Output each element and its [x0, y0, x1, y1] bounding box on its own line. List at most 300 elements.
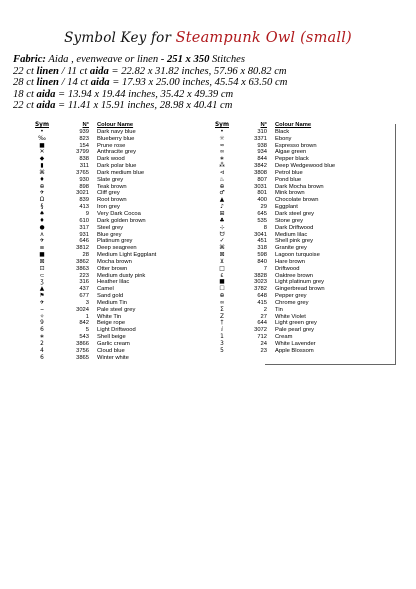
row-symbol: • — [220, 128, 224, 135]
table-row — [212, 218, 385, 225]
table-row — [33, 211, 197, 218]
row-colour-name: Lagoon turquoise — [275, 252, 320, 259]
row-colour-name: Sand gold — [97, 293, 124, 300]
row-colour-name: Dark wood — [97, 156, 125, 163]
row-number: 839 — [79, 197, 89, 204]
row-number: 413 — [79, 204, 89, 211]
row-colour-name: Dark medium blue — [97, 169, 145, 176]
table-row — [33, 334, 197, 341]
row-colour-name: Medium dusty pink — [97, 272, 146, 279]
row-colour-name: Pale steel grey — [97, 306, 136, 313]
row-number: 3371 — [254, 135, 267, 142]
row-symbol: ⊂ — [39, 272, 45, 279]
table-row — [212, 163, 385, 170]
row-symbol: 2 — [40, 341, 44, 347]
row-number: 3 — [85, 299, 89, 306]
row-number: 3863 — [76, 265, 89, 272]
table-row — [33, 177, 197, 184]
table-row — [33, 320, 197, 327]
row-number: 712 — [257, 334, 267, 341]
row-colour-name: Medium lilac — [275, 231, 308, 238]
row-number: 316 — [79, 279, 89, 286]
row-symbol: Σ — [220, 306, 224, 313]
symbol-table-left — [33, 122, 197, 362]
table-row — [212, 136, 385, 143]
table-row — [212, 177, 385, 184]
row-colour-name: Dark polar blue — [97, 163, 137, 170]
row-number: 1 — [85, 313, 89, 320]
table-row — [212, 259, 385, 266]
row-symbol: ⊞ — [219, 210, 225, 217]
size-text: 18 ct — [13, 88, 37, 100]
row-number: 931 — [79, 231, 89, 238]
row-colour-name: Light platinum grey — [275, 279, 324, 286]
row-symbol: 3 — [220, 341, 224, 347]
row-symbol: ⌣ — [40, 306, 44, 313]
row-number: 3865 — [76, 354, 89, 361]
row-number: 801 — [257, 190, 267, 197]
table-row — [212, 232, 385, 239]
row-number: 3862 — [76, 258, 89, 265]
header-sym: Sym — [215, 122, 229, 128]
table-row — [212, 143, 385, 150]
row-colour-name: Winter white — [97, 354, 129, 361]
table-row — [33, 293, 197, 300]
table-row — [212, 149, 385, 156]
row-symbol: ⌘ — [219, 245, 225, 252]
row-colour-name: Pepper grey — [275, 293, 307, 300]
row-colour-name: Shell pink grey — [275, 238, 314, 245]
row-colour-name: Light green grey — [275, 320, 317, 327]
row-number: 646 — [79, 238, 89, 245]
row-colour-name: Mink brown — [275, 190, 305, 197]
row-colour-name: Algae green — [275, 149, 307, 156]
table-row — [33, 184, 197, 191]
table-row — [33, 190, 197, 197]
row-symbol: • — [40, 128, 44, 135]
row-symbol: ♦ — [39, 217, 45, 224]
row-colour-name: White Violet — [275, 313, 306, 320]
row-symbol: ✈ — [39, 238, 45, 245]
row-colour-name: Camel — [97, 286, 114, 293]
row-colour-name: Prune rose — [97, 142, 126, 149]
table-header — [33, 122, 197, 129]
row-symbol: ♣ — [219, 217, 225, 224]
table-row — [33, 245, 197, 252]
table-row — [212, 266, 385, 273]
row-number: 28 — [82, 252, 89, 259]
row-number: 3866 — [76, 341, 89, 347]
row-symbol: Z — [220, 313, 224, 320]
size-bold: aida — [36, 100, 56, 112]
table-row — [33, 355, 197, 362]
row-colour-name: Eggplant — [275, 204, 298, 211]
row-symbol: ✧ — [39, 313, 45, 320]
row-number: 3041 — [254, 231, 267, 238]
row-number: 3756 — [76, 347, 89, 354]
row-number: 223 — [79, 272, 89, 279]
row-symbol: ⊕ — [219, 183, 225, 190]
row-number: 677 — [79, 293, 89, 300]
row-colour-name: Slate grey — [97, 176, 124, 183]
stitch-count: 251 x 350 — [166, 54, 210, 65]
row-symbol: ● — [39, 224, 45, 231]
row-symbol: ⌘ — [39, 169, 45, 176]
row-symbol: ♂ — [219, 190, 225, 197]
size-bold: aida — [90, 77, 110, 89]
row-symbol: Ω — [39, 197, 45, 204]
row-number: 898 — [79, 183, 89, 190]
row-number: 648 — [257, 293, 267, 300]
table-row — [212, 314, 385, 321]
row-number: 844 — [257, 156, 267, 163]
row-number: 939 — [79, 128, 89, 135]
header-sym: Sym — [35, 122, 49, 128]
row-colour-name: Granite grey — [275, 245, 307, 252]
table-row — [212, 184, 385, 191]
row-number: 644 — [257, 320, 267, 327]
table-row — [212, 129, 385, 136]
row-symbol: ⊹ — [219, 224, 225, 231]
row-number: 823 — [79, 135, 89, 142]
row-number: 838 — [79, 156, 89, 163]
row-number: 842 — [79, 320, 89, 327]
table-row — [33, 327, 197, 334]
table-row — [33, 218, 197, 225]
table-header — [212, 122, 385, 129]
row-symbol: ☼ — [219, 135, 225, 142]
table-row — [33, 238, 197, 245]
row-colour-name: Garlic cream — [97, 341, 130, 347]
row-number: 451 — [257, 238, 267, 245]
row-number: 645 — [257, 210, 267, 217]
fabric-text: Aida , evenweave or linen - — [45, 54, 167, 65]
table-row — [33, 348, 197, 355]
row-number: 154 — [79, 142, 89, 149]
row-colour-name: White Lavender — [275, 341, 316, 347]
row-colour-name: Anthracite grey — [97, 149, 136, 156]
header-num: N° — [82, 122, 89, 128]
row-symbol: ■ — [219, 279, 225, 286]
row-number: 23 — [260, 347, 267, 354]
table-row — [212, 307, 385, 314]
row-symbol: ♦ — [39, 176, 45, 183]
row-colour-name: Medium Tin — [97, 299, 127, 306]
row-number: 807 — [257, 176, 267, 183]
table-row — [33, 232, 197, 239]
row-number: 318 — [257, 245, 267, 252]
row-symbol: ♪ — [220, 204, 224, 211]
row-symbol: ⁂ — [219, 163, 225, 170]
row-colour-name: Pepper black — [275, 156, 309, 163]
row-colour-name: Chocolate brown — [275, 197, 319, 204]
row-colour-name: Chrome grey — [275, 299, 309, 306]
row-symbol: ■ — [39, 142, 45, 149]
row-colour-name: Deep Wedgewood blue — [275, 163, 336, 170]
row-symbol: ✈ — [39, 190, 45, 197]
row-number: 400 — [257, 197, 267, 204]
row-colour-name: Hare brown — [275, 258, 305, 265]
row-colour-name: Espresso brown — [275, 142, 317, 149]
row-symbol: ⊠ — [39, 258, 45, 265]
table-row — [212, 293, 385, 300]
row-symbol: ᗢ — [219, 231, 225, 238]
row-colour-name: Dark navy blue — [97, 128, 136, 135]
row-number: 3812 — [76, 245, 89, 252]
size-text: = 13.94 x 19.44 inches, 35.42 x 49.39 cm — [55, 88, 234, 100]
row-number: 934 — [257, 149, 267, 156]
table-row — [33, 225, 197, 232]
row-symbol: ✕ — [39, 149, 45, 156]
header-name: Colour Name — [97, 122, 134, 128]
size-line — [13, 89, 413, 101]
size-bold: aida — [89, 65, 109, 77]
table-row — [212, 327, 385, 334]
table-row — [212, 273, 385, 280]
table-row — [33, 170, 197, 177]
row-symbol: ▲ — [39, 286, 45, 293]
row-number: 598 — [257, 252, 267, 259]
size-line — [13, 66, 413, 78]
size-bold: linen — [36, 65, 59, 77]
row-symbol: ⊕ — [219, 293, 225, 300]
row-symbol: □ — [219, 265, 225, 272]
table-row — [212, 197, 385, 204]
row-colour-name: Black — [275, 128, 290, 135]
row-symbol: ⊲ — [219, 169, 225, 176]
title-prefix: Symbol Key for — [64, 30, 176, 46]
row-colour-name: Apple Blossom — [275, 347, 314, 354]
row-symbol: ✓ — [219, 238, 225, 245]
row-symbol: ⊡ — [39, 265, 45, 272]
row-colour-name: Driftwood — [275, 265, 300, 272]
row-symbol: ▲ — [219, 197, 225, 204]
row-colour-name: Tin — [275, 306, 283, 313]
table-row — [33, 341, 197, 348]
row-colour-name: Dark Mocha brown — [275, 183, 324, 190]
row-number: 3782 — [254, 286, 267, 293]
table-row — [33, 136, 197, 143]
table-row — [33, 149, 197, 156]
row-colour-name: Cliff grey — [97, 190, 120, 197]
row-symbol: ■ — [39, 252, 45, 259]
size-text: = 22.82 x 31.82 inches, 57.96 x 80.82 cm — [108, 65, 287, 77]
table-row — [212, 334, 385, 341]
table-row — [212, 211, 385, 218]
row-colour-name: Oaktree brown — [275, 272, 314, 279]
row-number: 3024 — [76, 306, 89, 313]
table-row — [33, 156, 197, 163]
row-number: 3072 — [254, 327, 267, 334]
size-text: / 11 ct — [58, 65, 90, 77]
row-symbol: ʒ — [40, 279, 44, 286]
row-symbol: 6 — [40, 327, 44, 334]
row-symbol: ⚑ — [39, 293, 45, 300]
row-number: 310 — [257, 128, 267, 135]
table-row — [212, 170, 385, 177]
row-symbol: ≈ — [219, 142, 225, 149]
row-number: 7 — [263, 265, 267, 272]
row-symbol: ✈ — [39, 299, 45, 306]
row-colour-name: Deep seagreen — [97, 245, 137, 252]
table-row — [33, 204, 197, 211]
row-number: 543 — [79, 334, 89, 341]
size-bold: aida — [36, 88, 56, 100]
table-row — [212, 279, 385, 286]
row-number: 3808 — [254, 169, 267, 176]
row-colour-name: Otter brown — [97, 265, 128, 272]
row-number: 311 — [79, 163, 89, 170]
row-colour-name: Light Driftwood — [97, 327, 136, 334]
row-symbol: ∞ — [219, 299, 225, 306]
size-text: = 11.41 x 15.91 inches, 28.98 x 40.41 cm — [55, 100, 233, 112]
size-line — [13, 77, 413, 89]
row-symbol: ⊻ — [219, 258, 225, 265]
row-symbol: ≡ — [39, 245, 45, 252]
row-symbol: ♨ — [219, 176, 225, 183]
symbol-table-right — [212, 122, 385, 355]
row-symbol: ∞ — [219, 149, 225, 156]
row-colour-name: Very Dark Cocoa — [97, 210, 141, 217]
table-row — [212, 245, 385, 252]
row-number: 3799 — [76, 149, 89, 156]
row-number: 24 — [260, 341, 267, 347]
row-colour-name: Teak brown — [97, 183, 127, 190]
size-text: 22 ct — [13, 65, 37, 77]
row-symbol: § — [40, 204, 44, 211]
row-colour-name: Blueberry blue — [97, 135, 135, 142]
fabric-label: Fabric: — [13, 54, 46, 65]
table-row — [33, 143, 197, 150]
row-colour-name: Pond blue — [275, 176, 302, 183]
row-colour-name: Dark golden brown — [97, 217, 146, 224]
row-colour-name: Dark Driftwood — [275, 224, 314, 231]
row-colour-name: White Tin — [97, 313, 122, 320]
row-colour-name: Petrol blue — [275, 169, 303, 176]
table-row — [33, 273, 197, 280]
row-colour-name: Blue grey — [97, 231, 122, 238]
row-number: 840 — [257, 258, 267, 265]
size-text: / 14 ct — [58, 77, 91, 89]
row-colour-name: Medium Light Eggplant — [97, 252, 157, 259]
table-row — [212, 204, 385, 211]
table-row — [33, 252, 197, 259]
table-row — [212, 348, 385, 355]
row-number: 2 — [263, 306, 267, 313]
row-number: 3765 — [76, 169, 89, 176]
row-symbol: ʌ — [40, 231, 44, 238]
header-num: N° — [260, 122, 267, 128]
table-row — [212, 252, 385, 259]
table-row — [33, 279, 197, 286]
table-row — [212, 225, 385, 232]
row-colour-name: Shell beige — [97, 334, 126, 341]
row-number: 5 — [85, 327, 89, 334]
table-row — [33, 197, 197, 204]
table-row — [33, 314, 197, 321]
row-symbol: ◆ — [39, 156, 45, 163]
row-number: 930 — [79, 176, 89, 183]
table-row — [212, 341, 385, 348]
row-colour-name: Cream — [275, 334, 293, 341]
row-symbol: ∗ — [39, 334, 45, 341]
title-pattern-name: Steampunk Owl (small) — [175, 30, 352, 46]
row-number: 8 — [263, 224, 267, 231]
row-symbol: ⊕ — [39, 183, 45, 190]
row-symbol: ‰ — [38, 135, 46, 142]
row-symbol: 6 — [40, 354, 44, 361]
row-symbol: ♠ — [39, 210, 45, 217]
row-number: 29 — [260, 204, 267, 211]
table-row — [33, 129, 197, 136]
table-row — [212, 156, 385, 163]
size-bold: linen — [36, 77, 59, 89]
row-colour-name: Pale pearl grey — [275, 327, 314, 334]
size-text: 22 ct — [13, 100, 37, 112]
row-symbol: ⅈ — [220, 327, 224, 334]
row-number: 9 — [85, 210, 89, 217]
table-row — [33, 286, 197, 293]
row-colour-name: Iron grey — [97, 204, 120, 211]
row-number: 3031 — [254, 183, 267, 190]
row-number: 3021 — [76, 190, 89, 197]
row-symbol: 1 — [220, 334, 224, 341]
row-colour-name: Cloud blue — [97, 347, 125, 354]
row-symbol: ▮ — [40, 163, 44, 170]
row-symbol: 4 — [40, 347, 44, 354]
row-symbol: 5 — [220, 347, 224, 354]
row-colour-name: Root brown — [97, 197, 127, 204]
row-number: 3023 — [254, 279, 267, 286]
row-symbol: † — [220, 320, 224, 327]
table-row — [33, 307, 197, 314]
header-name: Colour Name — [275, 122, 312, 128]
table-row — [33, 259, 197, 266]
fabric-info — [13, 54, 413, 112]
size-text: = 17.93 x 25.00 inches, 45.54 x 63.50 cm — [109, 77, 288, 89]
page-title — [0, 30, 416, 46]
table-row — [33, 300, 197, 307]
row-number: 3842 — [254, 163, 267, 170]
row-symbol: ∗ — [219, 156, 225, 163]
size-line — [13, 100, 413, 112]
row-colour-name: Ebony — [275, 135, 292, 142]
row-colour-name: Beige rope — [97, 320, 126, 327]
table-row — [212, 320, 385, 327]
table-row — [33, 163, 197, 170]
row-number: 317 — [79, 224, 89, 231]
row-number: 3828 — [254, 272, 267, 279]
row-number: 535 — [257, 217, 267, 224]
table-row — [212, 300, 385, 307]
size-text: 28 ct — [13, 77, 37, 89]
row-symbol: 9 — [40, 320, 44, 327]
row-colour-name: Heather lilac — [97, 279, 130, 286]
row-number: 27 — [260, 313, 267, 320]
table-row — [212, 286, 385, 293]
row-symbol: ☐ — [219, 286, 225, 293]
table-row — [212, 238, 385, 245]
row-number: 437 — [79, 286, 89, 293]
row-colour-name: Mocha brown — [97, 258, 132, 265]
stitch-suffix: Stitches — [209, 54, 245, 65]
row-colour-name: Stone grey — [275, 217, 304, 224]
row-colour-name: Steel grey — [97, 224, 124, 231]
row-number: 610 — [79, 217, 89, 224]
row-symbol: ⊠ — [219, 252, 225, 259]
row-colour-name: Dark steel grey — [275, 210, 314, 217]
fabric-line — [13, 54, 413, 66]
